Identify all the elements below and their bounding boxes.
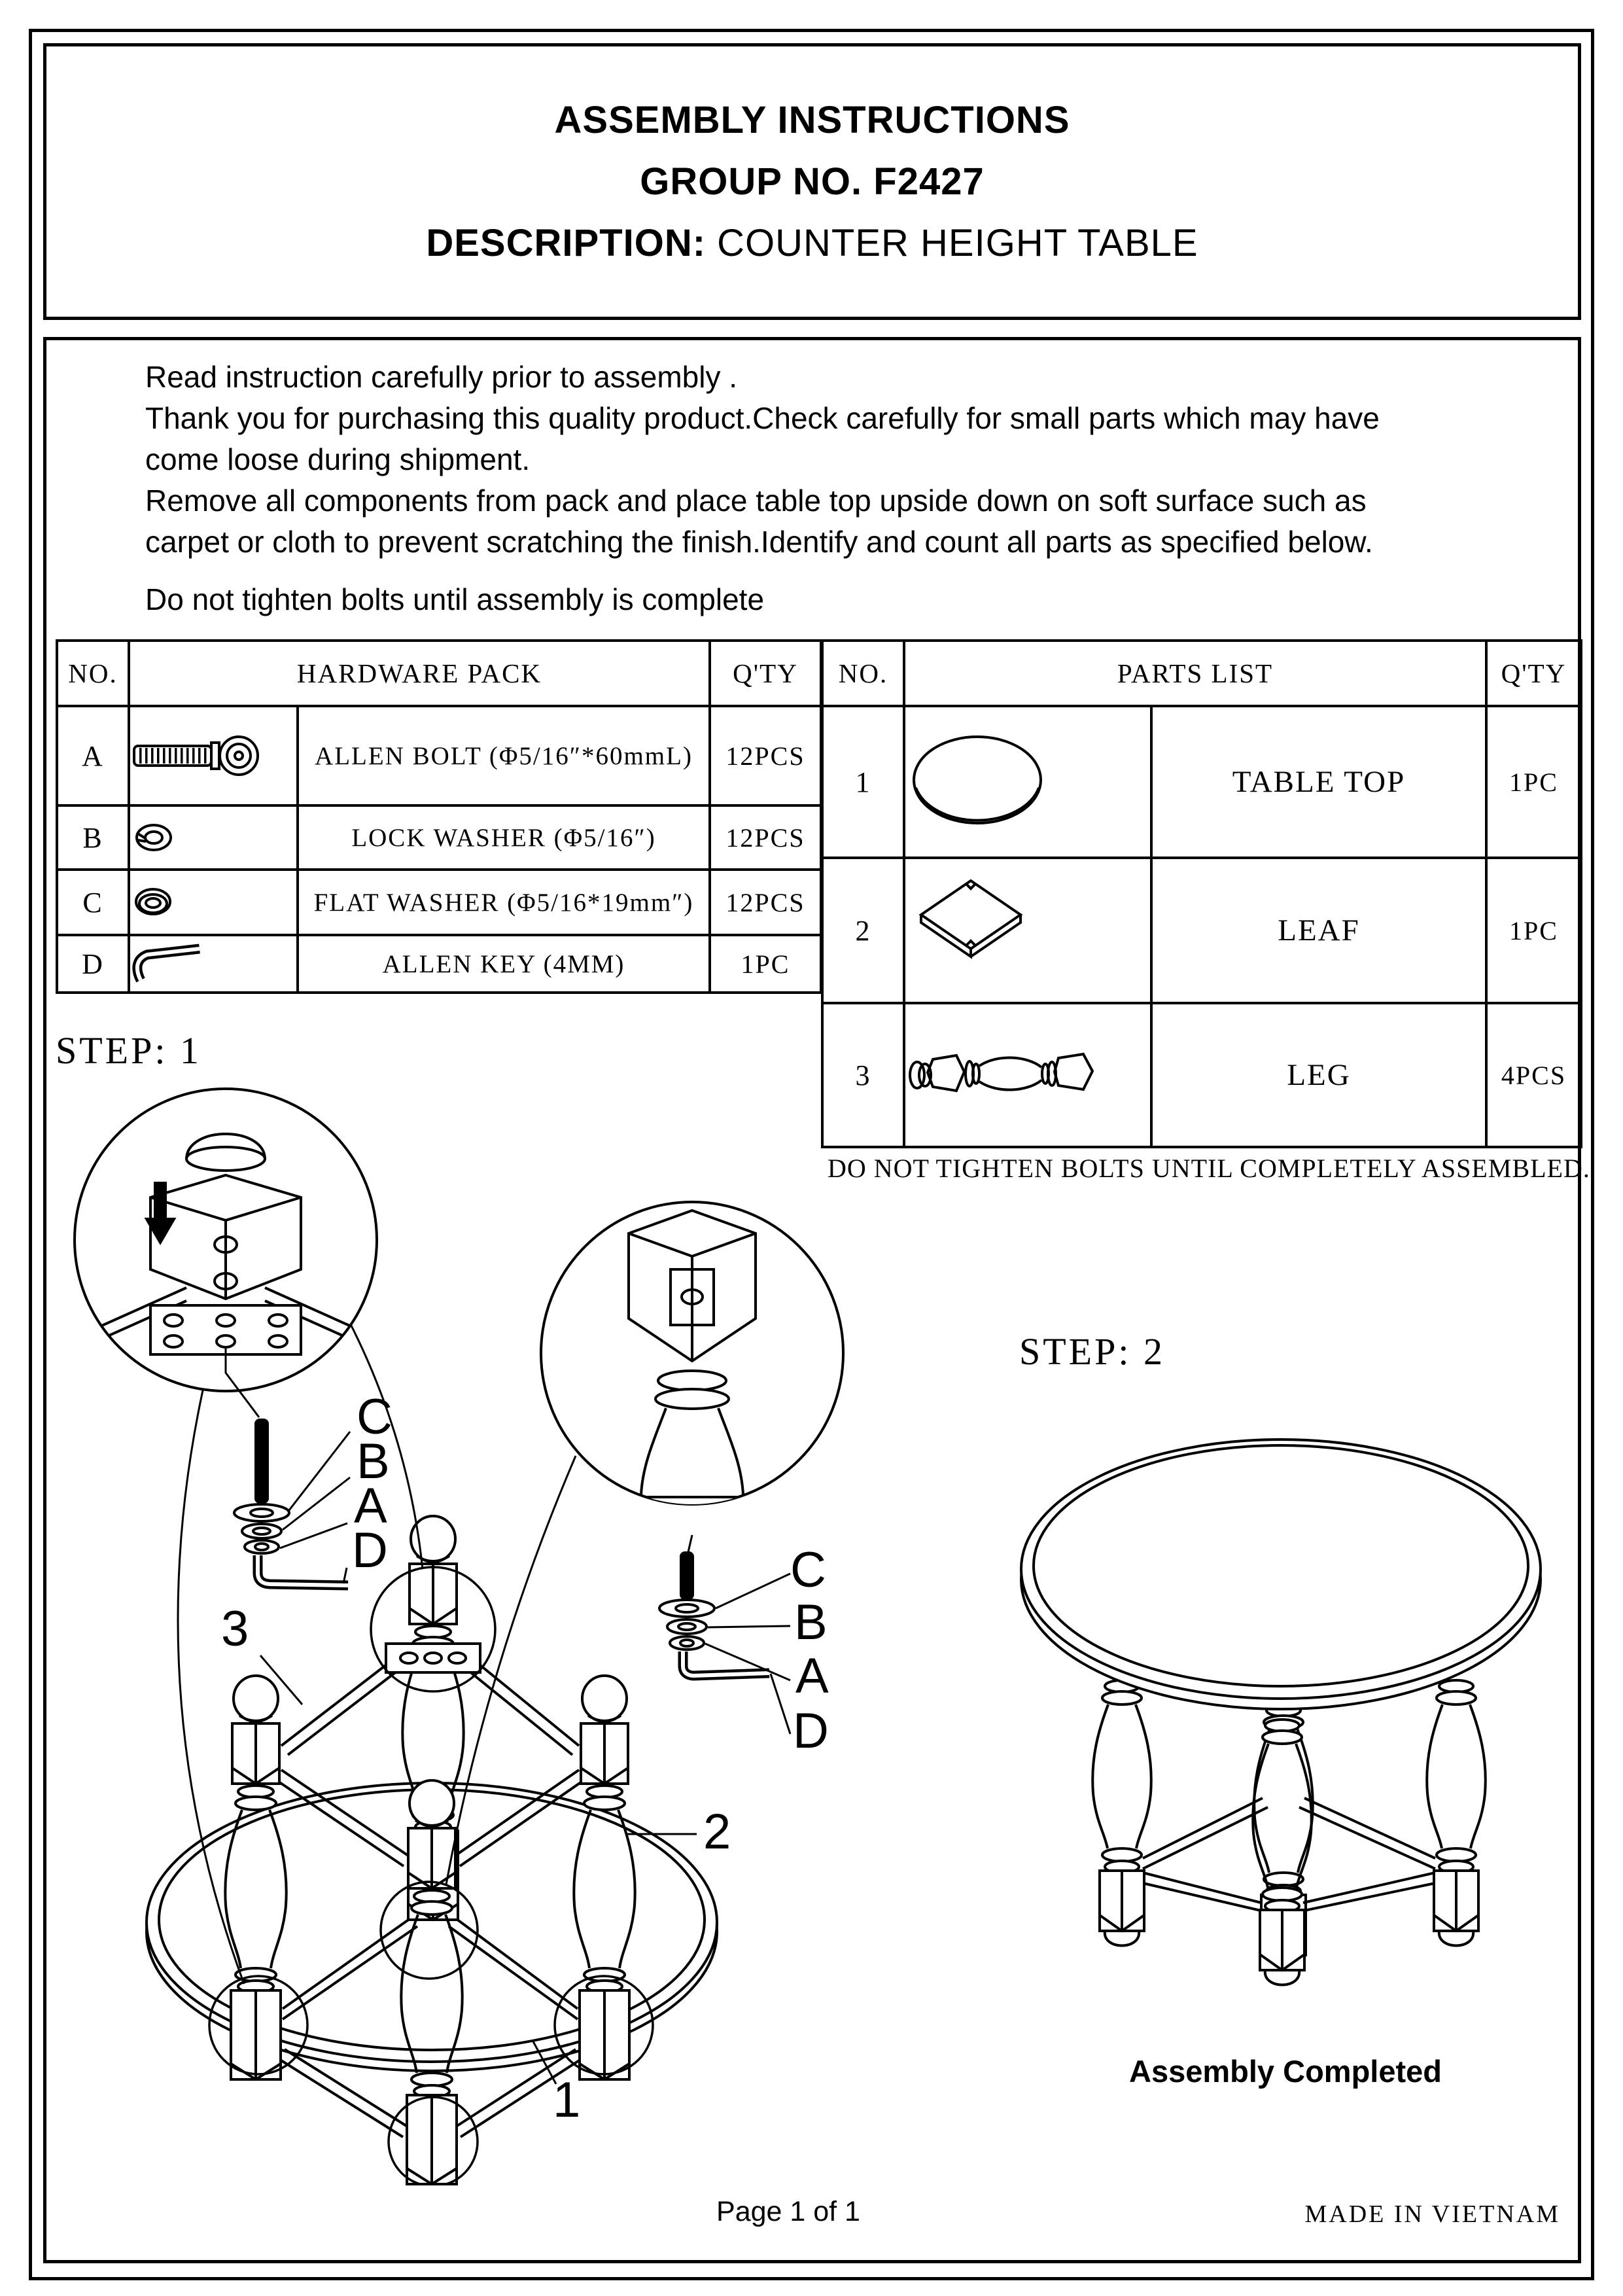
part-no: 2 — [822, 858, 904, 1003]
warning-note: DO NOT TIGHTEN BOLTS UNTIL COMPLETELY ASSEMBLED. — [828, 1154, 1590, 1183]
instruction-line: carpet or cloth to prevent scratching the finish.Identify and count all parts as specified below. — [145, 525, 1373, 559]
table-row — [57, 935, 821, 993]
instruction-text — [145, 357, 1562, 620]
parts-header-row — [822, 641, 1581, 706]
instruction-line: Do not tighten bolts until assembly is complete — [145, 582, 765, 616]
part-desc: LEG — [1151, 1003, 1486, 1147]
callout-allen-bolt: A — [795, 1648, 829, 1704]
parts-col-no: NO. — [822, 641, 904, 706]
leaf-icon — [904, 858, 1151, 1003]
table-top — [1021, 1439, 1541, 1709]
hardware-desc: ALLEN BOLT (Φ5/16″*60mmL) — [298, 706, 710, 805]
description-label: DESCRIPTION: — [426, 222, 707, 264]
callout-lock-washer: B — [794, 1595, 828, 1650]
hardware-qty: 12PCS — [710, 805, 821, 870]
detail-circle-leg-to-plate — [541, 1202, 843, 1552]
hardware-no: B — [57, 805, 129, 870]
description-value: COUNTER HEIGHT TABLE — [706, 222, 1198, 264]
part-qty: 1PC — [1486, 858, 1581, 1003]
flat-washer-icon — [129, 870, 298, 935]
part-desc: LEAF — [1151, 858, 1486, 1003]
hardware-no: C — [57, 870, 129, 935]
callout-leaders-2 — [705, 1574, 790, 1734]
hardware-pack-table — [56, 639, 822, 994]
step1-heading: STEP: 1 — [56, 1029, 201, 1072]
hardware-no: A — [57, 706, 129, 805]
hardware-qty: 1PC — [710, 935, 821, 993]
part-ref-leg: 3 — [221, 1601, 249, 1657]
assembly-completed-label: Assembly Completed — [1129, 2054, 1442, 2089]
lock-washer-icon — [129, 805, 298, 870]
hardware-header-row — [57, 641, 821, 706]
hardware-col-no: NO. — [57, 641, 129, 706]
allen-bolt-icon — [129, 706, 298, 805]
callout-allen-key: D — [793, 1703, 829, 1759]
leg-right — [1427, 1680, 1486, 1946]
instruction-line: Remove all components from pack and place table top upside down on soft surface such as — [145, 484, 1367, 518]
part-ref-leaf: 2 — [703, 1804, 731, 1860]
leg-icon — [904, 1003, 1151, 1147]
hardware-qty: 12PCS — [710, 870, 821, 935]
table-row — [822, 858, 1581, 1003]
hardware-no: D — [57, 935, 129, 993]
parts-col-name: PARTS LIST — [904, 641, 1486, 706]
part-ref-table-top: 1 — [553, 2072, 581, 2128]
description-line — [426, 221, 1198, 265]
table-row — [57, 870, 821, 935]
group-number: GROUP NO. F2427 — [640, 160, 985, 203]
hardware-desc: ALLEN KEY (4MM) — [298, 935, 710, 993]
part-no: 1 — [822, 706, 904, 858]
callout-flat-washer: C — [790, 1542, 826, 1598]
table-row — [57, 805, 821, 870]
hardware-col-name: HARDWARE PACK — [129, 641, 710, 706]
page-number: Page 1 of 1 — [716, 2196, 860, 2227]
step2-diagram — [949, 1407, 1603, 2035]
table-row — [822, 1003, 1581, 1147]
hardware-desc: LOCK WASHER (Φ5/16″) — [298, 805, 710, 870]
callout-allen-key: D — [352, 1523, 388, 1578]
parts-col-qty: Q'TY — [1486, 641, 1581, 706]
instruction-line: Read instruction carefully prior to assembly . — [145, 360, 738, 394]
title-block — [43, 43, 1581, 320]
hardware-qty: 12PCS — [710, 706, 821, 805]
bolt-washer-stack-2 — [659, 1553, 769, 1676]
hardware-desc: FLAT WASHER (Φ5/16*19mm″) — [298, 870, 710, 935]
detail-circle-leg-to-bracket — [75, 1089, 377, 1417]
parts-list-table — [821, 639, 1582, 1148]
bolt-washer-stack-1 — [234, 1420, 348, 1585]
callout-flat-washer: C — [357, 1389, 393, 1445]
step2-heading: STEP: 2 — [1019, 1330, 1165, 1373]
hardware-col-qty: Q'TY — [710, 641, 821, 706]
part-qty: 4PCS — [1486, 1003, 1581, 1147]
part-desc: TABLE TOP — [1151, 706, 1486, 858]
allen-key-icon — [129, 935, 298, 993]
leg-left — [1092, 1680, 1151, 1946]
instruction-line: come loose during shipment. — [145, 442, 531, 476]
table-row — [57, 706, 821, 805]
doc-title: ASSEMBLY INSTRUCTIONS — [554, 99, 1070, 141]
step1-diagram — [52, 1073, 870, 2185]
instruction-line: Thank you for purchasing this quality product.Check carefully for small parts which may have — [145, 401, 1380, 435]
callout-lock-washer: B — [357, 1434, 390, 1489]
callout-allen-bolt: A — [354, 1478, 387, 1534]
made-in-label: MADE IN VIETNAM — [1304, 2200, 1560, 2228]
callout-leaders-1 — [280, 1432, 350, 1583]
part-no: 3 — [822, 1003, 904, 1147]
table-top-icon — [904, 706, 1151, 858]
corner-bracket — [386, 1644, 480, 1672]
part-qty: 1PC — [1486, 706, 1581, 858]
table-row — [822, 706, 1581, 858]
